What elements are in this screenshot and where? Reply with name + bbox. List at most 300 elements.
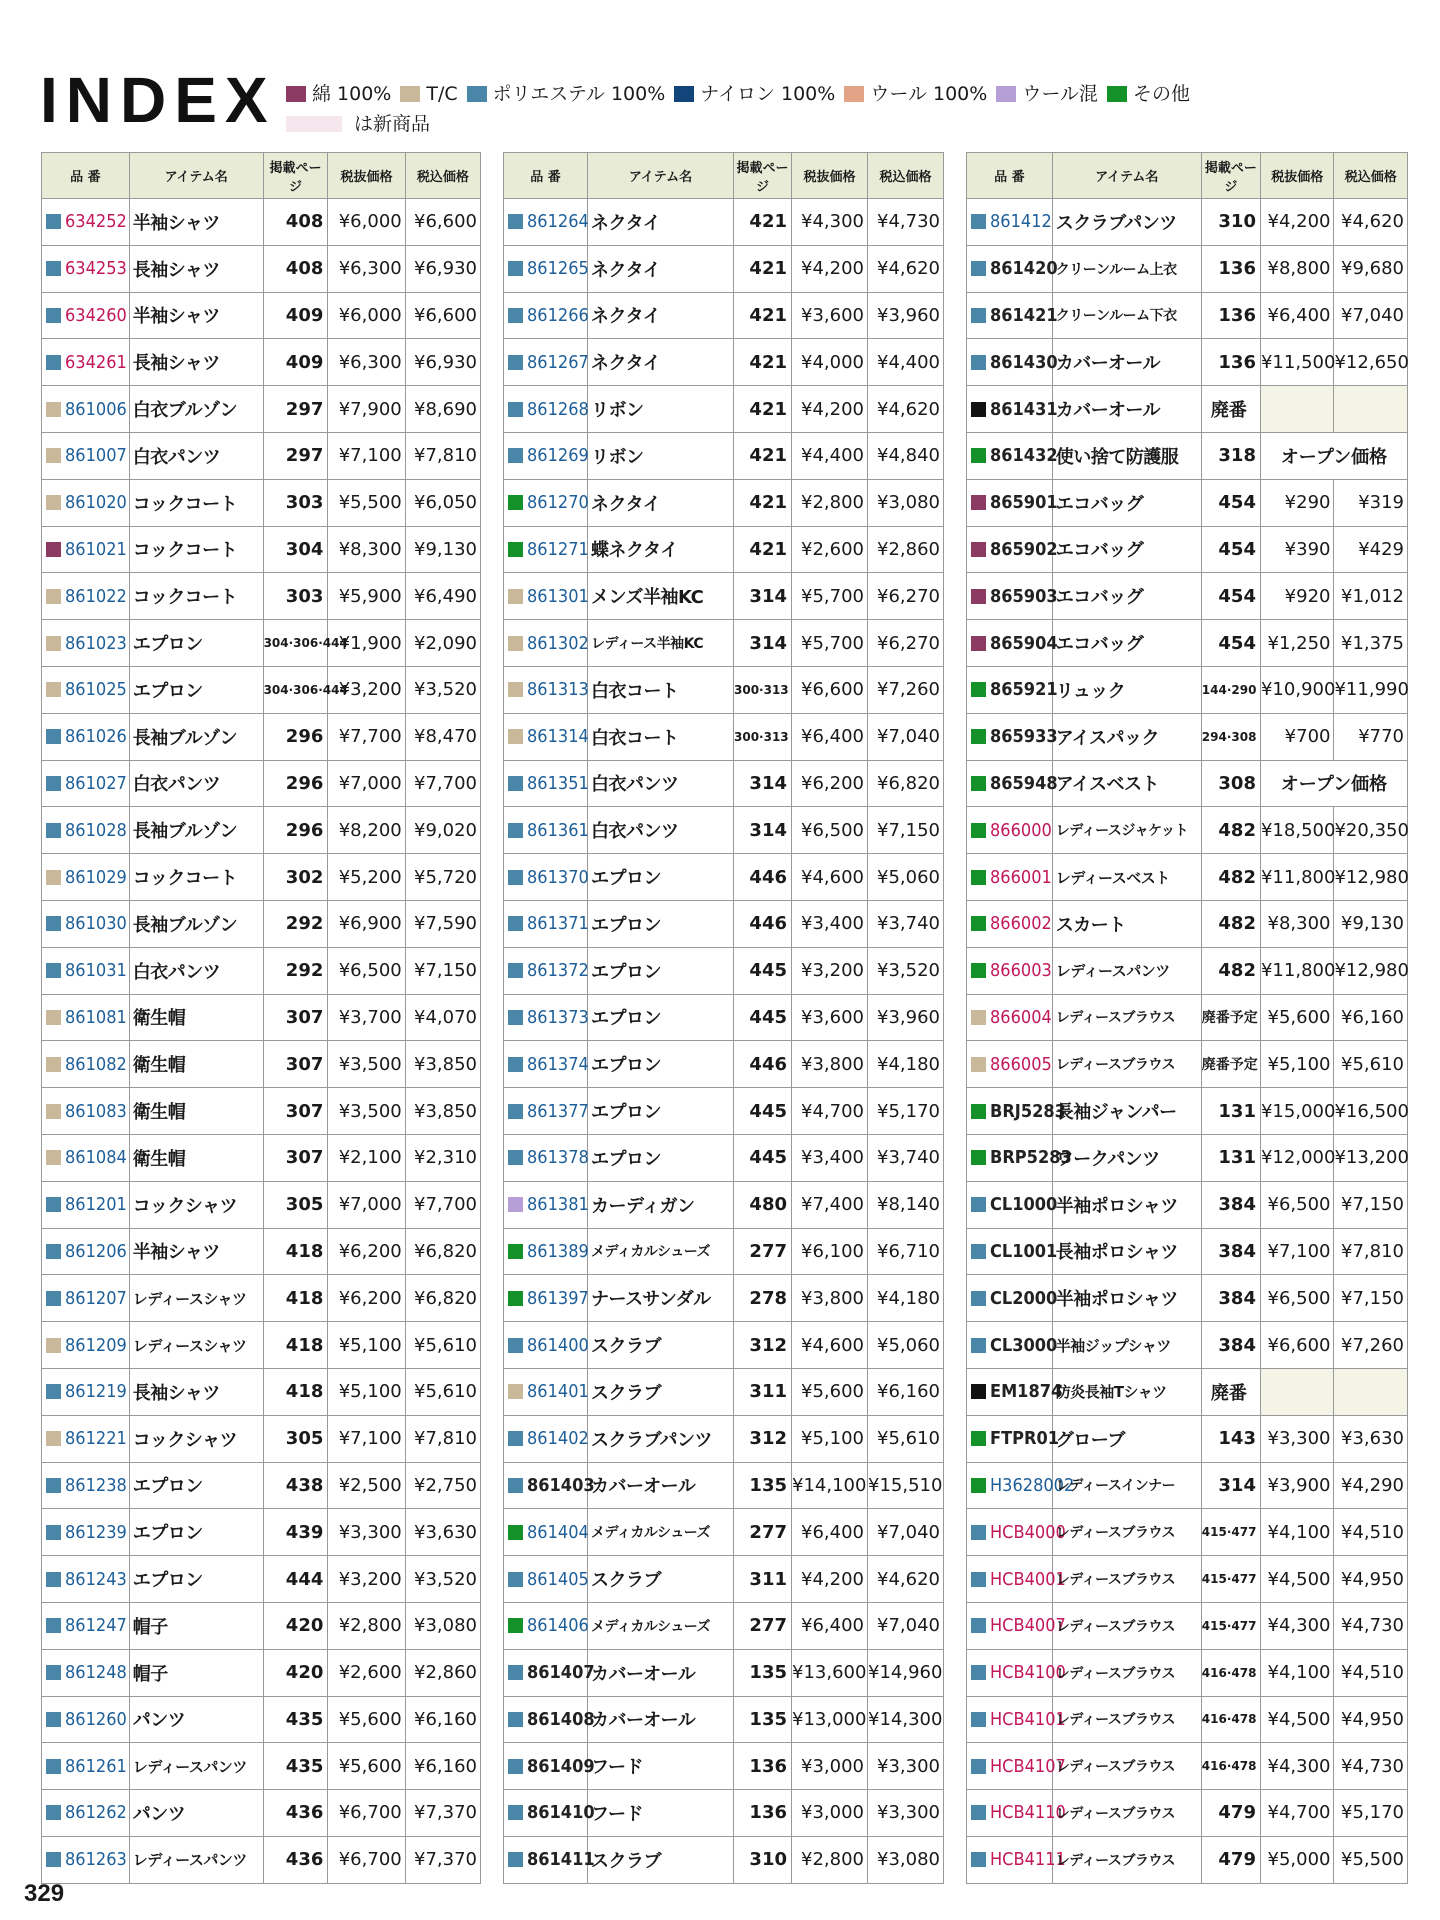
item-name: エコバッグ [1052,526,1201,573]
table-row [504,1134,944,1181]
product-code: 861021 [65,538,127,560]
price-incl-tax: ¥9,680 [1334,245,1408,292]
material-swatch [46,870,61,885]
table-row [504,1041,944,1088]
product-code: 865901 [990,492,1058,514]
table-row [967,1181,1408,1228]
price-incl-tax: ¥5,170 [868,1088,944,1135]
product-code: 861374 [527,1053,589,1075]
legend-item [674,80,835,108]
item-name: カバーオール [588,1649,734,1696]
product-code-cell [504,386,588,433]
product-code-cell [504,573,588,620]
product-code-cell [967,1743,1066,1790]
item-name: レディースブラウス [1052,1509,1201,1556]
price-excl-tax: ¥5,200 [328,854,405,901]
product-code-cell [504,1181,588,1228]
product-code-cell [42,479,130,526]
price-incl-tax: ¥5,500 [1334,1836,1408,1883]
product-code-cell [967,386,1058,433]
item-name: カバーオール [588,1696,734,1743]
item-name: エプロン [129,1556,263,1603]
product-code-cell [42,1322,130,1369]
price-incl-tax: ¥12,980 [1334,854,1408,901]
table-row [42,432,481,479]
catalog-page: 310 [734,1836,792,1883]
table-row [504,386,944,433]
item-name: レディースジャケット [1052,807,1201,854]
catalog-page: 420 [263,1649,328,1696]
catalog-page: 294·308 [1201,713,1260,760]
product-code: 861402 [527,1428,589,1450]
material-swatch [971,1852,986,1867]
product-code-cell [967,1649,1066,1696]
price-excl-tax: ¥4,200 [792,386,868,433]
table-row [42,245,481,292]
product-code: 861268 [527,398,589,420]
product-code-cell [504,760,588,807]
price-incl-tax: ¥4,620 [868,245,944,292]
price-excl-tax: ¥2,100 [328,1134,405,1181]
price-incl-tax: ¥5,610 [405,1322,480,1369]
product-code: 861031 [65,960,127,982]
catalog-page: 415·477 [1201,1556,1260,1603]
material-swatch [971,495,986,510]
item-name: エプロン [129,620,263,667]
catalog-page: 311 [734,1556,792,1603]
material-swatch [508,355,523,370]
product-code-cell [504,1275,588,1322]
price-incl-tax: ¥770 [1334,713,1408,760]
price-incl-tax: ¥3,520 [868,947,944,994]
catalog-page: 384 [1201,1275,1260,1322]
table-row [42,1743,481,1790]
table-row [967,479,1408,526]
item-name: メディカルシューズ [588,1602,734,1649]
catalog-page: 420 [263,1602,328,1649]
product-code: 861267 [527,351,589,373]
item-name: レディースシャツ [129,1322,263,1369]
product-code: FTPR01 [990,1428,1059,1450]
table-row [967,292,1408,339]
product-code-cell [504,900,588,947]
legend-label: その他 [1132,83,1190,105]
price-excl-tax [1260,386,1334,433]
price-excl-tax: ¥1,250 [1260,620,1334,667]
price-excl-tax: ¥2,600 [328,1649,405,1696]
material-swatch [508,1384,523,1399]
item-name: ネクタイ [588,245,734,292]
item-name: コックコート [129,854,263,901]
price-excl-tax: ¥3,200 [328,1556,405,1603]
product-code-cell [504,947,588,994]
price-excl-tax: ¥4,100 [1260,1649,1334,1696]
table-row [967,994,1408,1041]
price-excl-tax: ¥4,200 [1260,199,1334,246]
price-incl-tax: ¥3,520 [405,1556,480,1603]
price-excl-tax: ¥5,100 [328,1368,405,1415]
price-incl-tax: ¥4,730 [1334,1602,1408,1649]
legend-item [286,80,391,108]
product-code: HCB4111 [990,1849,1066,1871]
material-swatch [46,308,61,323]
column-header: 税抜価格 [1260,153,1334,199]
item-name: 長袖ブルゾン [129,900,263,947]
material-swatch [46,916,61,931]
item-name: レディースブラウス [1052,1743,1201,1790]
product-code-cell [967,245,1058,292]
item-name: 帽子 [129,1602,263,1649]
table-row [42,994,481,1041]
product-code: 861405 [527,1568,589,1590]
price-incl-tax: ¥5,610 [1334,1041,1408,1088]
product-code-cell [504,807,588,854]
product-code-cell [42,573,130,620]
price-incl-tax: ¥429 [1334,526,1408,573]
product-code-cell [504,1462,595,1509]
price-excl-tax: ¥5,600 [328,1696,405,1743]
product-code-cell [42,854,130,901]
product-code-cell [967,1181,1058,1228]
column-header: 税込価格 [405,153,480,199]
material-swatch [508,916,523,931]
material-swatch [46,1572,61,1587]
item-name: リボン [588,386,734,433]
material-swatch [508,870,523,885]
material-swatch [46,1852,61,1867]
price-excl-tax: ¥6,600 [792,666,868,713]
catalog-page: 314 [734,807,792,854]
price-excl-tax: ¥3,500 [328,1041,405,1088]
product-code-cell [504,1134,588,1181]
price-excl-tax: ¥6,500 [792,807,868,854]
column-header: 掲載ページ [734,153,792,199]
material-swatch [46,1338,61,1353]
catalog-page: 300·313 [734,713,792,760]
table-row [967,1462,1408,1509]
price-excl-tax: ¥5,600 [328,1743,405,1790]
material-swatch [46,1150,61,1165]
item-name: エプロン [129,666,263,713]
price-excl-tax: ¥6,600 [1260,1322,1334,1369]
price-incl-tax: ¥5,060 [868,854,944,901]
product-code-cell [967,760,1058,807]
price-excl-tax: ¥290 [1260,479,1334,526]
table-row [504,573,944,620]
price-incl-tax: ¥3,960 [868,292,944,339]
catalog-page: 408 [263,199,328,246]
table-row [504,1836,944,1883]
product-code: 866002 [990,913,1052,935]
catalog-page: 421 [734,386,792,433]
price-excl-tax: ¥4,500 [1260,1556,1334,1603]
price-incl-tax: ¥1,375 [1334,620,1408,667]
material-swatch [971,963,986,978]
table-row [504,760,944,807]
price-excl-tax: ¥8,200 [328,807,405,854]
legend-item [467,80,666,108]
product-code-cell [42,807,130,854]
product-code: BRP5283 [990,1147,1072,1169]
column-header: 税込価格 [1334,153,1408,199]
product-code-cell [967,526,1058,573]
product-code-cell [967,1228,1058,1275]
table-row [967,854,1408,901]
index-table-2 [503,152,944,1884]
price-incl-tax: ¥4,180 [868,1041,944,1088]
price-excl-tax: ¥4,700 [1260,1790,1334,1837]
material-swatch [508,1197,523,1212]
material-swatch [46,963,61,978]
price-excl-tax: ¥7,700 [328,713,405,760]
table-row [42,947,481,994]
material-swatch [971,1150,986,1165]
catalog-page: 136 [1201,339,1260,386]
table-row [967,1556,1408,1603]
material-swatch [46,1665,61,1680]
product-code-cell [42,1041,130,1088]
table-row [504,1462,944,1509]
catalog-page: 415·477 [1201,1602,1260,1649]
product-code-cell [967,432,1058,479]
price-incl-tax: ¥7,150 [1334,1181,1408,1228]
catalog-page: 454 [1201,620,1260,667]
product-code-cell [504,854,588,901]
catalog-page: 308 [1201,760,1260,807]
material-swatch [508,1010,523,1025]
material-swatch [971,1197,986,1212]
price-excl-tax: ¥4,600 [792,1322,868,1369]
product-code: 861381 [527,1194,589,1216]
table-row [967,1134,1408,1181]
table-row [42,1134,481,1181]
product-code: 866005 [990,1053,1052,1075]
material-swatch [46,729,61,744]
catalog-page: 482 [1201,854,1260,901]
table-row [504,807,944,854]
table-row [967,1275,1408,1322]
material-swatch [46,1805,61,1820]
table-row [967,386,1408,433]
table-row [504,1368,944,1415]
table-row [42,292,481,339]
price-incl-tax: ¥7,810 [405,432,480,479]
material-swatch [46,214,61,229]
table-row [42,1509,481,1556]
product-code: CL2000 [990,1287,1058,1309]
catalog-page: 408 [263,245,328,292]
product-code-cell [504,994,588,1041]
catalog-page: 302 [263,854,328,901]
material-swatch [46,1291,61,1306]
table-row [504,900,944,947]
item-name: パンツ [129,1696,263,1743]
material-swatch [508,682,523,697]
price-excl-tax: ¥5,600 [792,1368,868,1415]
product-code: 861243 [65,1568,127,1590]
product-code-cell [504,1743,595,1790]
price-incl-tax: ¥7,370 [405,1836,480,1883]
material-swatch [46,448,61,463]
material-swatch [971,1057,986,1072]
catalog-page: 廃番予定 [1201,1041,1260,1088]
material-swatch [46,542,61,557]
price-incl-tax: ¥7,700 [405,1181,480,1228]
catalog-page: 384 [1201,1322,1260,1369]
price-excl-tax: ¥3,300 [1260,1415,1334,1462]
price-excl-tax: ¥12,000 [1260,1134,1334,1181]
product-code: 861082 [65,1053,127,1075]
price-incl-tax: ¥4,620 [868,386,944,433]
catalog-page: 136 [734,1743,792,1790]
catalog-page: 297 [263,386,328,433]
product-code: 861407 [527,1662,595,1684]
column-header: 品 番 [967,153,1053,199]
catalog-page: 304 [263,526,328,573]
material-swatch [971,1572,986,1587]
material-swatch [46,589,61,604]
catalog-page: 436 [263,1790,328,1837]
catalog-page: 278 [734,1275,792,1322]
price-incl-tax: ¥9,130 [1334,900,1408,947]
material-swatch [46,1197,61,1212]
table-row [504,854,944,901]
product-code-cell [504,292,588,339]
item-name: 白衣パンツ [129,947,263,994]
catalog-page: 435 [263,1696,328,1743]
item-name: スクラブパンツ [1052,199,1201,246]
item-name: 半袖ジップシャツ [1052,1322,1201,1369]
product-code-cell [967,479,1058,526]
product-code: 861263 [65,1849,127,1871]
product-code: 861421 [990,304,1058,326]
price-excl-tax: ¥6,000 [328,292,405,339]
catalog-page: 416·478 [1201,1649,1260,1696]
product-code: 861371 [527,913,589,935]
table-row [42,1415,481,1462]
catalog-page: 480 [734,1181,792,1228]
price-incl-tax: ¥3,960 [868,994,944,1041]
product-code-cell [967,666,1058,713]
price-excl-tax: ¥4,300 [1260,1743,1334,1790]
item-name: スカート [1052,900,1201,947]
product-code: 861261 [65,1755,127,1777]
product-code: 866001 [990,866,1052,888]
legend-label: ウール混 [1022,83,1098,105]
product-code: 634260 [65,304,127,326]
product-code: 861260 [65,1708,127,1730]
catalog-page: 314 [734,573,792,620]
price-excl-tax: ¥4,700 [792,1088,868,1135]
price-incl-tax: ¥11,990 [1334,666,1408,713]
item-name: 防炎長袖Tシャツ [1052,1368,1201,1415]
price-excl-tax: ¥4,500 [1260,1696,1334,1743]
table-row [504,620,944,667]
table-row [504,947,944,994]
price-excl-tax: ¥11,500 [1260,339,1334,386]
material-swatch [971,1384,986,1399]
price-excl-tax: ¥7,100 [328,432,405,479]
product-code-cell [42,199,130,246]
item-name: カバーオール [588,1462,734,1509]
table-row [504,479,944,526]
product-code: 861301 [527,585,589,607]
table-row [42,386,481,433]
material-swatch [46,636,61,651]
material-swatch [971,261,986,276]
material-swatch [46,823,61,838]
table-row [967,807,1408,854]
product-code-cell [504,1041,588,1088]
catalog-page: 416·478 [1201,1743,1260,1790]
product-code-cell [42,994,130,1041]
catalog-page: 446 [734,900,792,947]
item-name: レディースブラウス [1052,1790,1201,1837]
catalog-page: 廃番 [1201,386,1260,433]
price-incl-tax: ¥7,040 [868,713,944,760]
item-name: レディースブラウス [1052,1602,1201,1649]
product-code: 861372 [527,960,589,982]
product-code: HCB4001 [990,1568,1066,1590]
product-code: 861269 [527,445,589,467]
product-code: 861207 [65,1287,127,1309]
product-code-cell [42,339,130,386]
item-name: パンツ [129,1790,263,1837]
catalog-page: 454 [1201,479,1260,526]
product-code: 866004 [990,1006,1052,1028]
material-swatch [508,1291,523,1306]
price-excl-tax: ¥6,200 [328,1275,405,1322]
table-row [42,1602,481,1649]
product-code: 861378 [527,1147,589,1169]
table-row [967,432,1408,479]
catalog-page: 479 [1201,1790,1260,1837]
product-code-cell [967,854,1053,901]
price-excl-tax: ¥6,000 [328,199,405,246]
catalog-page: 131 [1201,1134,1260,1181]
price-incl-tax: ¥6,600 [405,292,480,339]
price-incl-tax: ¥7,150 [868,807,944,854]
material-swatch [508,1244,523,1259]
material-swatch [508,1618,523,1633]
table-row [967,620,1408,667]
price-excl-tax: ¥5,100 [328,1322,405,1369]
material-swatch [46,1618,61,1633]
product-code-cell [42,1088,130,1135]
catalog-page: 445 [734,1134,792,1181]
material-swatch [971,1478,986,1493]
material-swatch [508,1805,523,1820]
table-row [504,199,944,246]
catalog-page: 廃番 [1201,1368,1260,1415]
catalog-page: 421 [734,245,792,292]
table-row [504,1415,944,1462]
product-code: 861271 [527,538,589,560]
item-name: レディースベスト [1052,854,1201,901]
price-excl-tax: ¥6,200 [792,760,868,807]
item-name: ネクタイ [588,199,734,246]
price-incl-tax: ¥8,690 [405,386,480,433]
item-name: 蝶ネクタイ [588,526,734,573]
table-row [504,292,944,339]
item-name: 白衣パンツ [588,807,734,854]
price-excl-tax: ¥2,800 [328,1602,405,1649]
price-incl-tax: ¥6,820 [868,760,944,807]
legend-item [844,80,987,108]
material-swatch [971,1104,986,1119]
price-excl-tax: ¥4,200 [792,1556,868,1603]
price-excl-tax: ¥4,000 [792,339,868,386]
